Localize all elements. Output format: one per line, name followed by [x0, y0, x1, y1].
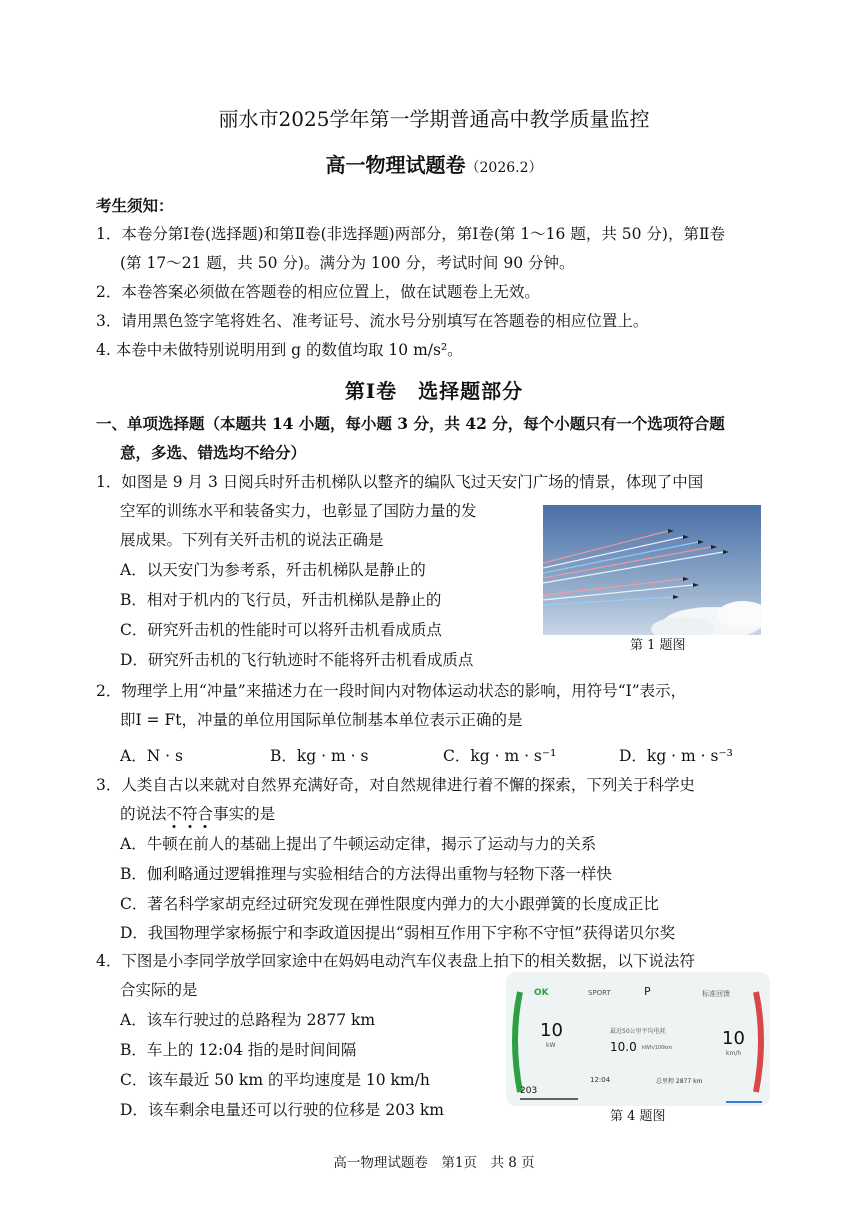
dash-consumption-value: 10.0 [610, 1040, 637, 1054]
exam-title: 丽水市2025学年第一学期普通高中教学质量监控 [218, 107, 650, 131]
notice-item-1-cont: (第 17～21 题，共 50 分)。满分为 100 分，考试时间 90 分钟。 [120, 254, 575, 272]
q1-figure-caption: 第 1 题图 [630, 638, 686, 653]
part-heading-cont: 意，多选、错选均不给分） [120, 443, 307, 462]
q2-stem-2: 即I = Ft，冲量的单位用国际单位制基本单位表示正确的是 [120, 711, 523, 729]
q3-emphasis-3: 合 [197, 805, 214, 823]
q3-stem-2 [120, 804, 275, 824]
exam-subtitle [0, 152, 868, 181]
dash-power-value: 10 [540, 1020, 563, 1041]
q1-stem-3: 展成果。下列有关歼击机的说法正确是 [120, 531, 384, 549]
q2-stem: 2．物理学上用“冲量”来描述力在一段时间内对物体运动状态的影响，用符号“I”表示， [96, 682, 687, 700]
dash-regen-mode: 标准回馈 [702, 990, 730, 998]
q3-option-b: B．伽利略通过逻辑推理与实验相结合的方法得出重物与轻物下落一样快 [120, 865, 612, 883]
q1-option-a: A．以天安门为参考系，歼击机梯队是静止的 [120, 561, 426, 579]
q4-option-b: B．车上的 12:04 指的是时间间隔 [120, 1041, 357, 1059]
q3-stem: 3．人类自古以来就对自然界充满好奇，对自然规律进行着不懈的探索，下列关于科学史 [96, 776, 695, 794]
dash-speed-unit: km/h [726, 1050, 742, 1057]
jets-formation-image [543, 505, 761, 635]
dash-ok-indicator: OK [534, 988, 549, 998]
notice-item-3: 3．请用黑色签字笔将姓名、准考证号、流水号分别填写在答题卷的相应位置上。 [96, 312, 649, 330]
q1-stem-2: 空军的训练水平和装备实力，也彰显了国防力量的发 [120, 502, 477, 520]
notice-item-1: 1．本卷分第Ⅰ卷(选择题)和第Ⅱ卷(非选择题)两部分，第Ⅰ卷(第 1～16 题，共 50 分)，第Ⅱ卷 [96, 225, 725, 243]
q4-dashboard-photo [506, 972, 770, 1106]
notice-heading: 考生须知： [96, 196, 174, 215]
q3-emphasis-1: 不 [166, 805, 183, 823]
q2-option-d: D．kg · m · s⁻³ [619, 747, 733, 765]
q1-jets-photo [543, 505, 761, 635]
q4-option-c: C．该车最近 50 km 的平均速度是 10 km/h [120, 1071, 430, 1089]
dash-consumption-unit: kWh/100km [642, 1045, 673, 1051]
dash-time: 12:04 [590, 1076, 611, 1084]
q4-option-a: A．该车行驶过的总路程为 2877 km [120, 1011, 376, 1029]
q4-stem-2: 合实际的是 [120, 981, 198, 999]
notice-item-4: 4. 本卷中未做特别说明用到 g 的数值均取 10 m/s²。 [96, 341, 463, 359]
q3-stem-post: 事实的是 [213, 805, 276, 823]
subtitle-text: 高一物理试题卷 [325, 153, 466, 177]
q1-option-c: C．研究歼击机的性能时可以将歼击机看成质点 [120, 621, 442, 639]
dash-range: 203 [520, 1086, 538, 1096]
q3-option-d: D．我国物理学家杨振宁和李政道因提出“弱相互作用下宇称不守恒”获得诺贝尔奖 [120, 924, 676, 942]
part-heading: 一、单项选择题（本题共 14 小题，每小题 3 分，共 42 分，每个小题只有一个选项符合题 [96, 414, 725, 433]
dash-speed-value: 10 [722, 1028, 745, 1049]
dash-gear: P [644, 985, 651, 998]
q1-stem: 1．如图是 9 月 3 日阅兵时歼击机梯队以整齐的编队飞过天安门广场的情景，体现了中国 [96, 473, 704, 491]
q4-figure-caption: 第 4 题图 [610, 1109, 666, 1124]
q2-option-b: B．kg · m · s [270, 747, 369, 765]
dash-power-unit: kW [546, 1042, 556, 1049]
q3-emphasis-2: 符 [182, 805, 198, 823]
q3-option-c: C．著名科学家胡克经过研究发现在弹性限度内弹力的大小跟弹簧的长度成正比 [120, 895, 659, 913]
q1-option-b: B．相对于机内的飞行员，歼击机梯队是静止的 [120, 591, 442, 609]
q4-stem: 4．下图是小李同学放学回家途中在妈妈电动汽车仪表盘上拍下的相关数据，以下说法符 [96, 952, 695, 970]
dash-mode: SPORT [588, 989, 611, 997]
section-title: 第Ⅰ卷 选择题部分 [344, 379, 524, 403]
page-footer: 高一物理试题卷 第1页 共 8 页 [333, 1155, 535, 1171]
q3-stem-pre: 的说法 [120, 805, 167, 823]
q3-option-a: A．牛顿在前人的基础上提出了牛顿运动定律，揭示了运动与力的关系 [120, 835, 597, 853]
dash-consumption-label: 最近50公里平均电耗 [610, 1028, 666, 1035]
dash-odometer: 总里程 2877 km [656, 1078, 703, 1085]
q2-option-a: A．N · s [120, 747, 183, 765]
q4-option-d: D．该车剩余电量还可以行驶的位移是 203 km [120, 1101, 444, 1119]
notice-item-2: 2．本卷答案必须做在答题卷的相应位置上，做在试题卷上无效。 [96, 283, 540, 301]
q1-option-d: D．研究歼击机的飞行轨迹时不能将歼击机看成质点 [120, 651, 474, 669]
subtitle-date: （2026.2） [465, 160, 543, 176]
q2-option-c: C．kg · m · s⁻¹ [443, 747, 557, 765]
